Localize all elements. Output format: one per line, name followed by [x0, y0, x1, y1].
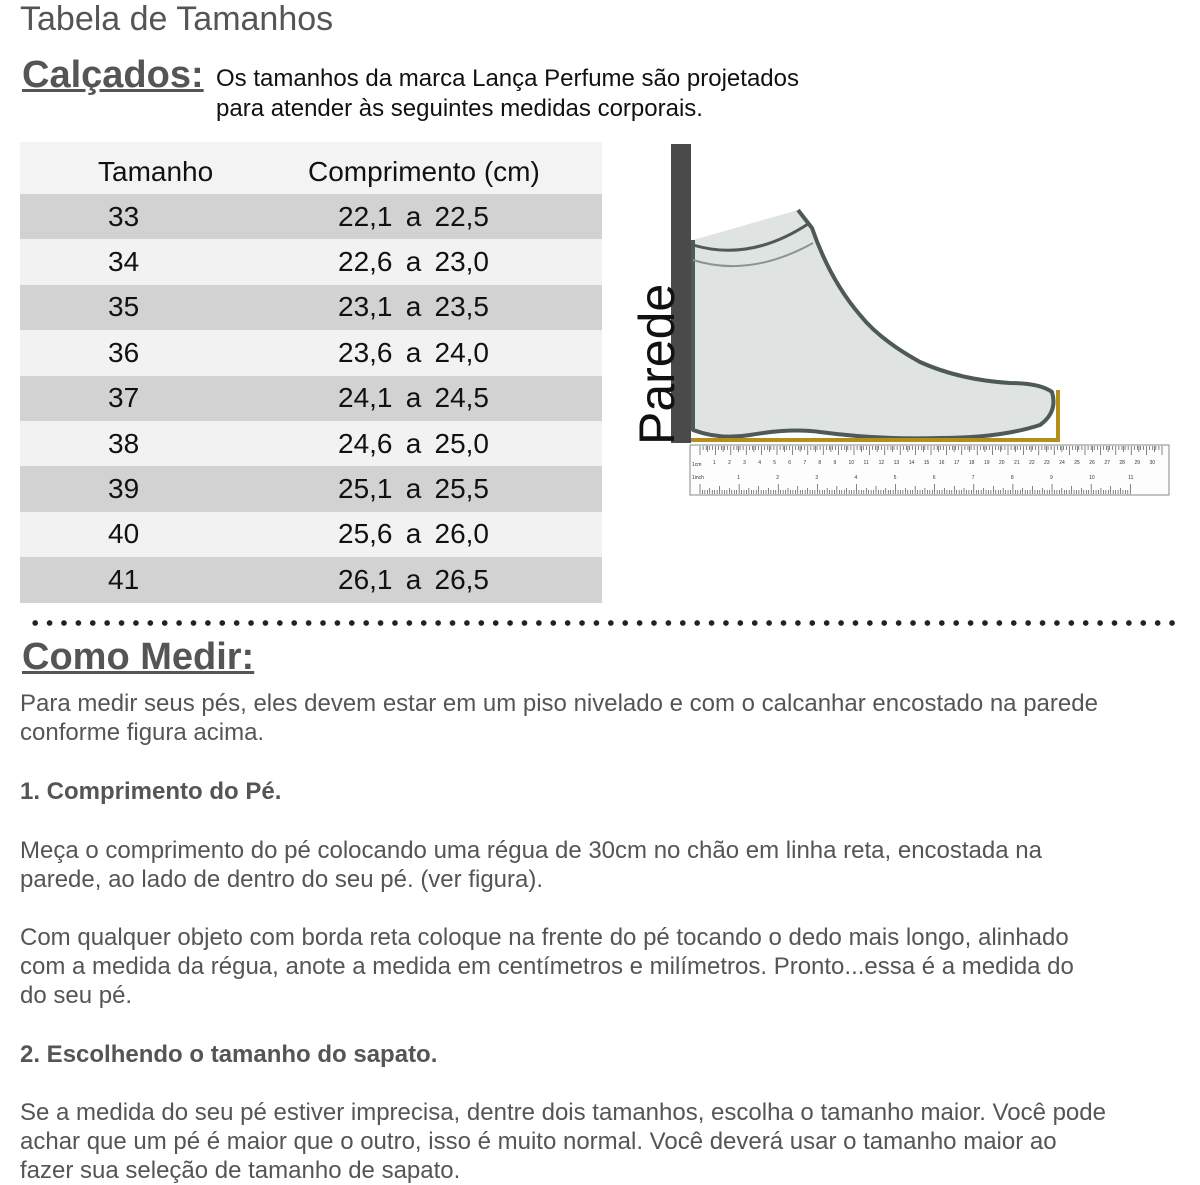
row-length-connector: a	[405, 246, 422, 278]
ruler-inch-number: 4	[854, 475, 858, 481]
ruler-cm-number: 3	[743, 460, 746, 466]
row-length-connector: a	[405, 291, 422, 323]
row-size: 36	[108, 336, 140, 368]
table-row	[20, 557, 602, 602]
step1-paragraph1	[20, 836, 1200, 894]
foot-outline	[693, 210, 1054, 438]
table-row	[20, 330, 602, 375]
row-size: 40	[108, 518, 140, 550]
row-length-connector: a	[405, 427, 422, 459]
row-length	[338, 330, 489, 375]
como-medir-heading: Como Medir:	[22, 636, 255, 678]
ruler-cm-number: 7	[803, 460, 807, 466]
size-table	[20, 142, 602, 603]
intro-line2: conforme figura acima.	[20, 719, 265, 746]
ruler-cm-number: 13	[893, 460, 900, 466]
como-medir-intro	[20, 689, 1200, 747]
size-table-header	[20, 142, 602, 194]
row-length-connector: a	[405, 336, 422, 368]
row-length-connector: a	[405, 200, 422, 232]
row-length-connector: a	[405, 473, 422, 505]
ruler-cm-number: 23	[1044, 460, 1050, 466]
ruler-cm-number: 16	[938, 460, 945, 466]
row-length-connector: a	[405, 382, 422, 414]
step2-title: 2. Escolhendo o tamanho do sapato.	[20, 1041, 438, 1068]
ruler-inch-label: 1inch	[692, 475, 704, 481]
row-length	[338, 557, 489, 602]
wall-label: Parede	[629, 283, 685, 445]
ruler-inch-number: 3	[815, 475, 819, 481]
ruler-inch-number: 6	[932, 475, 936, 481]
header-size: Tamanho	[98, 156, 214, 187]
ruler-cm-number: 1	[713, 460, 716, 466]
ruler-inch-number: 11	[1128, 475, 1134, 481]
ruler-cm-number: 6	[788, 460, 792, 466]
row-length-from: 23,1	[338, 291, 393, 323]
ruler-cm-number: 8	[818, 460, 822, 466]
row-length	[338, 376, 489, 421]
header-length: Comprimento (cm)	[308, 156, 540, 187]
row-length-to: 25,5	[434, 473, 489, 505]
calcados-heading: Calçados:	[22, 54, 204, 96]
row-size: 39	[108, 473, 140, 505]
ruler-cm-number: 21	[1014, 460, 1020, 466]
ruler-cm-number: 14	[908, 460, 915, 466]
ruler-inch-number: 5	[893, 475, 897, 481]
row-size: 37	[108, 382, 140, 414]
step2-line1: Se a medida do seu pé estiver imprecisa, dentre dois tamanhos, escolha o tamanho maior. Você pode	[20, 1099, 1106, 1126]
row-length-to: 26,0	[434, 518, 489, 550]
page-title: Tabela de Tamanhos	[20, 0, 334, 38]
dotted-divider	[28, 617, 1176, 629]
ruler-cm-number: 5	[773, 460, 777, 466]
row-length-from: 25,6	[338, 518, 393, 550]
table-row	[20, 421, 602, 466]
ruler-cm-number: 25	[1074, 460, 1080, 466]
row-length-from: 24,6	[338, 427, 393, 459]
row-length-to: 24,0	[434, 336, 489, 368]
ruler-cm-number: 20	[999, 460, 1005, 466]
ruler-cm-number: 30	[1149, 460, 1156, 466]
step1-p2-line1: Com qualquer objeto com borda reta coloque na frente do pé tocando o dedo mais longo, alinhado	[20, 924, 1069, 951]
row-length	[338, 239, 489, 284]
step1-p2-line3: do seu pé.	[20, 982, 133, 1009]
row-length-to: 23,5	[434, 291, 489, 323]
row-size: 33	[108, 200, 140, 232]
ruler-inch-number: 8	[1010, 475, 1014, 481]
step1-paragraph2	[20, 923, 1200, 1010]
row-length	[338, 466, 489, 511]
table-row	[20, 466, 602, 511]
row-length-to: 26,5	[434, 563, 489, 595]
row-length	[338, 194, 489, 239]
table-row	[20, 512, 602, 557]
step1-p1-line1: Meça o comprimento do pé colocando uma régua de 30cm no chão em linha reta, encostada na	[20, 837, 1042, 864]
ruler-cm-number: 10	[848, 460, 855, 466]
intro-line1: Para medir seus pés, eles devem estar em um piso nivelado e com o calcanhar encostado na parede	[20, 690, 1098, 717]
foot-measurement-figure	[620, 140, 1180, 510]
row-length	[338, 512, 489, 557]
step2-paragraph	[20, 1098, 1200, 1185]
row-length-to: 25,0	[434, 427, 489, 459]
table-row	[20, 194, 602, 239]
ruler-inch-number: 7	[971, 475, 975, 481]
ruler-cm-number: 2	[728, 460, 731, 466]
row-size: 38	[108, 427, 140, 459]
table-row	[20, 376, 602, 421]
table-row	[20, 239, 602, 284]
step1-title: 1. Comprimento do Pé.	[20, 778, 282, 805]
row-length	[338, 421, 489, 466]
step1-p1-line2: parede, ao lado de dentro do seu pé. (ver figura).	[20, 866, 544, 893]
ruler-cm-number: 27	[1104, 460, 1110, 466]
row-length	[338, 285, 489, 330]
ruler-cm-number: 11	[863, 460, 869, 466]
row-length-from: 22,6	[338, 246, 393, 278]
row-length-from: 23,6	[338, 336, 393, 368]
row-size: 34	[108, 246, 140, 278]
ruler-cm-number: 19	[983, 460, 990, 466]
size-table-body	[20, 194, 602, 603]
ruler-cm-number: 28	[1119, 460, 1125, 466]
ruler-cm-number: 24	[1059, 460, 1065, 466]
row-length-connector: a	[405, 518, 422, 550]
step2-line3: fazer sua seleção de tamanho de sapato.	[20, 1157, 461, 1184]
ruler-inch-number: 1	[737, 475, 740, 481]
ruler-cm-number: 12	[878, 460, 885, 466]
ruler-inch-number: 2	[776, 475, 780, 481]
ruler-cm-number: 4	[758, 460, 761, 466]
row-length-from: 26,1	[338, 563, 393, 595]
row-length-connector: a	[405, 563, 422, 595]
row-size: 41	[108, 563, 140, 595]
row-length-from: 24,1	[338, 382, 393, 414]
row-length-from: 22,1	[338, 200, 393, 232]
table-row	[20, 285, 602, 330]
ruler-cm-label: 1cm	[692, 462, 702, 468]
ruler-cm-number: 22	[1029, 460, 1035, 466]
ruler-inch-number: 10	[1089, 475, 1095, 481]
calcados-intro-line1: Os tamanhos da marca Lança Perfume são projetados	[216, 65, 799, 92]
ruler-cm-number: 18	[968, 460, 975, 466]
ruler-cm-number: 9	[833, 460, 837, 466]
row-length-to: 23,0	[434, 246, 489, 278]
calcados-intro	[216, 64, 916, 124]
ruler-inch-number: 9	[1050, 475, 1053, 481]
ruler-cm-number: 29	[1134, 460, 1141, 466]
step2-line2: achar que um pé é maior que o outro, isso é muito normal. Você deverá usar o tamanho maior ao	[20, 1128, 1057, 1155]
ruler-cm-number: 26	[1089, 460, 1095, 466]
row-length-to: 22,5	[434, 200, 489, 232]
ruler-cm-number: 17	[953, 460, 960, 466]
calcados-intro-line2: para atender às seguintes medidas corporais.	[216, 95, 703, 122]
row-size: 35	[108, 291, 140, 323]
ruler-cm-number: 15	[923, 460, 930, 466]
row-length-to: 24,5	[434, 382, 489, 414]
step1-p2-line2: com a medida da régua, anote a medida em centímetros e milímetros. Pronto...essa é a medida do	[20, 953, 1074, 980]
row-length-from: 25,1	[338, 473, 393, 505]
